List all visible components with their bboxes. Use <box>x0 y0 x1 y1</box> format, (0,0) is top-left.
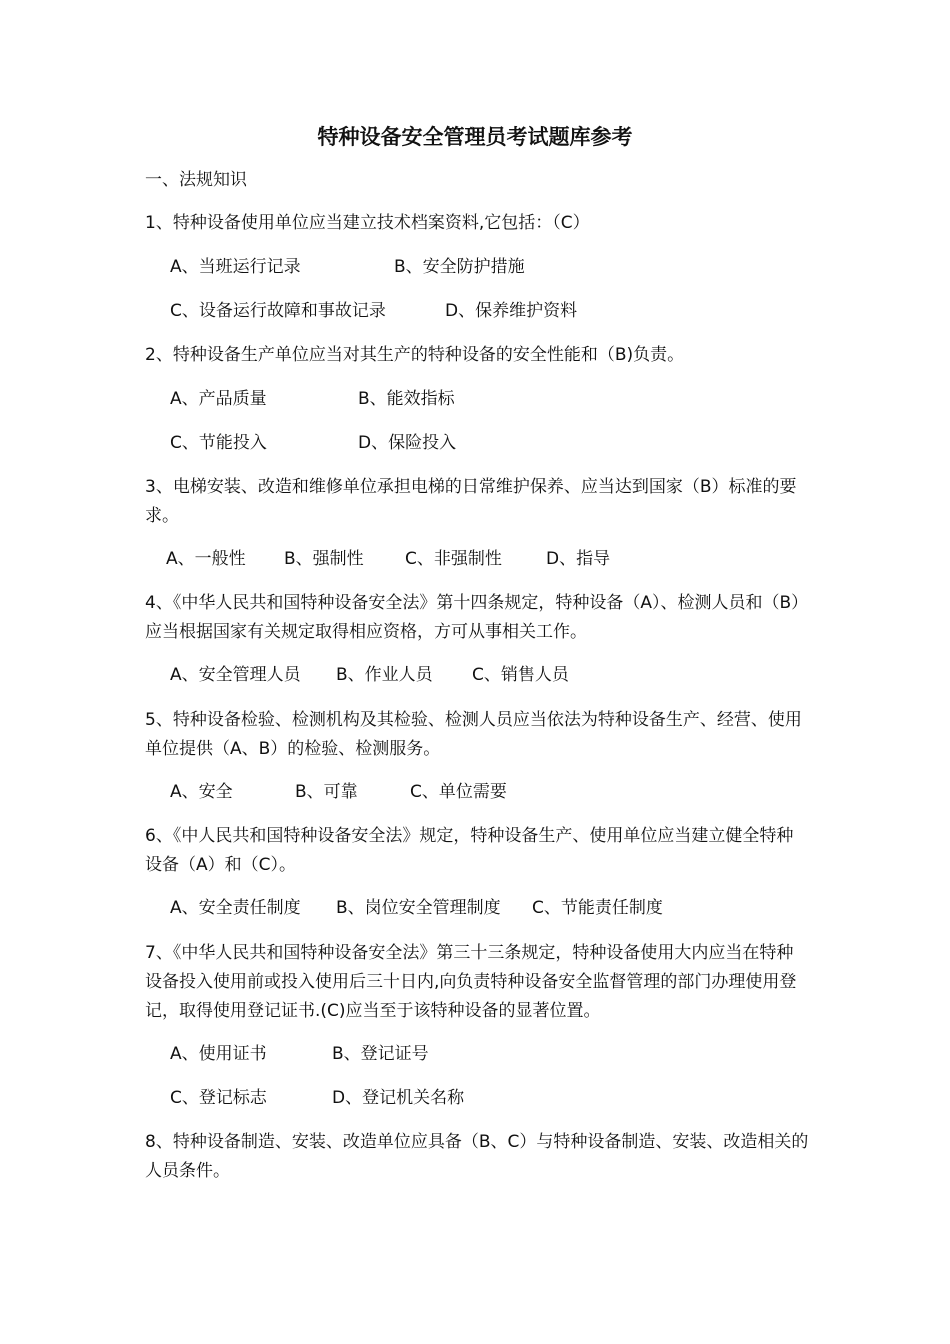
options-row <box>170 1040 870 1069</box>
option-b: B、可靠 <box>295 782 358 802</box>
option-a: A、当班运行记录 <box>170 257 301 277</box>
option-d: D、指导 <box>546 549 611 569</box>
question-6: 6、《中人民共和国特种设备安全法》规定，特种设备生产、使用单位应当建立健全特种设备（A）和（C）。 <box>145 826 794 875</box>
options-row <box>170 297 870 326</box>
option-c: C、节能责任制度 <box>532 898 663 918</box>
section-heading: 一、法规知识 <box>145 170 247 190</box>
options-row <box>170 429 870 458</box>
option-b: B、岗位安全管理制度 <box>336 898 501 918</box>
option-b: B、安全防护措施 <box>394 257 525 277</box>
question-1: 1、特种设备使用单位应当建立技术档案资料,它包括：（C） <box>145 213 590 233</box>
option-a: A、安全管理人员 <box>170 665 301 685</box>
option-b: B、能效指标 <box>358 389 455 409</box>
question-7: 7、《中华人民共和国特种设备安全法》第三十三条规定，特种设备使用大内应当在特种设备投入使用前或投入使用后三十日内,向负责特种设备安全监督管理的部门办理使用登记，取得使用登记证书.(C)应当至于该特种设备的显著位置。 <box>145 943 797 1021</box>
options-row <box>170 778 870 807</box>
options-row <box>166 545 866 574</box>
options-row <box>170 894 870 923</box>
option-c: C、登记标志 <box>170 1088 267 1108</box>
option-a: A、使用证书 <box>170 1044 267 1064</box>
options-row <box>170 1084 870 1113</box>
option-a: A、安全责任制度 <box>170 898 301 918</box>
question-4: 4、《中华人民共和国特种设备安全法》第十四条规定，特种设备（A）、检测人员和（B）应当根据国家有关规定取得相应资格，方可从事相关工作。 <box>145 593 809 642</box>
question-8: 8、特种设备制造、安装、改造单位应具备（B、C）与特种设备制造、安装、改造相关的人员条件。 <box>145 1132 809 1181</box>
options-row <box>170 385 870 414</box>
option-b: B、作业人员 <box>336 665 433 685</box>
option-a: A、一般性 <box>166 549 246 569</box>
options-row <box>170 253 870 282</box>
option-c: C、设备运行故障和事故记录 <box>170 301 386 321</box>
question-3: 3、电梯安装、改造和维修单位承担电梯的日常维护保养、应当达到国家（B）标准的要求。 <box>145 477 797 526</box>
option-c: C、非强制性 <box>405 549 502 569</box>
question-5: 5、特种设备检验、检测机构及其检验、检测人员应当依法为特种设备生产、经营、使用单位提供（A、B）的检验、检测服务。 <box>145 710 802 759</box>
options-row <box>170 661 870 690</box>
option-b: B、强制性 <box>284 549 364 569</box>
option-c: C、销售人员 <box>472 665 569 685</box>
option-d: D、保险投入 <box>358 433 457 453</box>
question-2: 2、特种设备生产单位应当对其生产的特种设备的安全性能和（B)负责。 <box>145 345 685 365</box>
document-title: 特种设备安全管理员考试题库参考 <box>317 125 633 149</box>
option-c: C、单位需要 <box>410 782 507 802</box>
option-c: C、节能投入 <box>170 433 267 453</box>
option-b: B、登记证号 <box>332 1044 429 1064</box>
option-a: A、产品质量 <box>170 389 267 409</box>
option-d: D、登记机关名称 <box>332 1088 465 1108</box>
option-d: D、保养维护资料 <box>445 301 578 321</box>
option-a: A、安全 <box>170 782 233 802</box>
